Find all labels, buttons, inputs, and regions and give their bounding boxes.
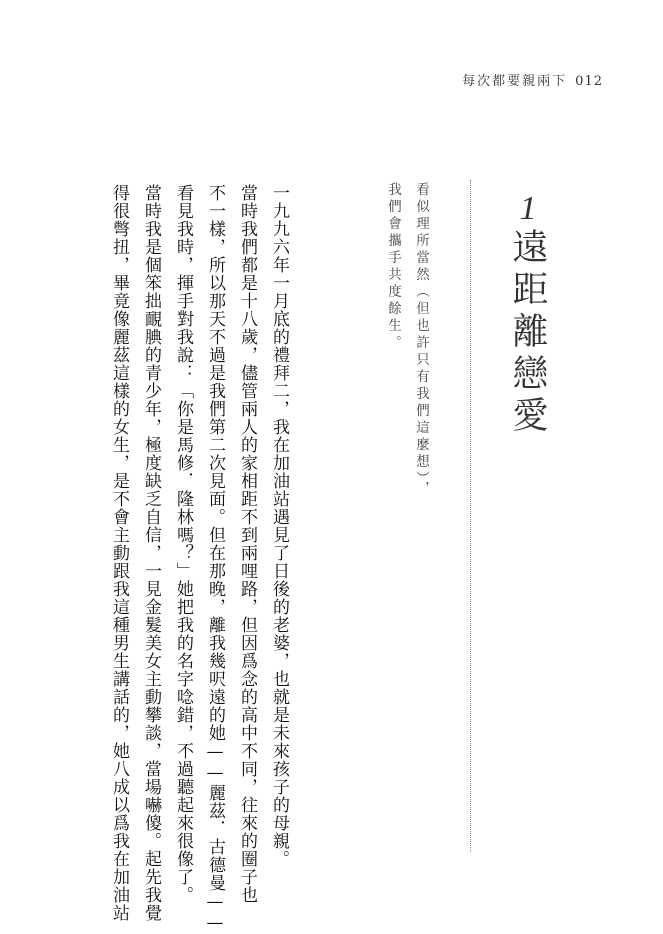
epigraph-line-1: 看似理所當然（但也許只有我們這麼想）， — [413, 182, 429, 499]
body-line-5: 當時我是個笨拙靦腆的青少年，極度缺乏自信，一見金髮美女主動攀談，當場嚇傻。起先我覺 — [141, 184, 161, 922]
epigraph-line-2: 我們會攜手共度餘生。 — [385, 182, 401, 352]
page-number: 012 — [575, 74, 603, 89]
chapter-number: 1 — [519, 190, 537, 227]
body-line-4: 看見我時，揮手對我說：「你是馬修．隆林嗎？」她把我的名字唸錯，不過聽起來很像了。 — [173, 184, 193, 904]
body-line-3: 不一樣，所以那天不過是我們第二次見面。但在那晚，離我幾呎遠的她——麗茲．古德曼—— — [205, 184, 225, 934]
body-line-1: 一九九六年一月底的禮拜二，我在加油站遇見了日後的老婆，也就是未來孩子的母親。 — [269, 184, 289, 868]
body-line-2: 當時我們都是十八歲，儘管兩人的家相距不到兩哩路，但因爲念的高中不同，往來的圈子也 — [237, 184, 257, 904]
running-title: 每次都要親兩下 — [462, 74, 568, 89]
running-header — [462, 70, 603, 89]
chapter-title: 遠距離戀愛 — [507, 228, 548, 438]
body-line-6: 得很彆扭，畢竟像麗茲這樣的女生，是不會主動跟我這種男生講話的，她八成以爲我在加油站 — [109, 184, 129, 922]
dotted-divider — [470, 180, 471, 852]
